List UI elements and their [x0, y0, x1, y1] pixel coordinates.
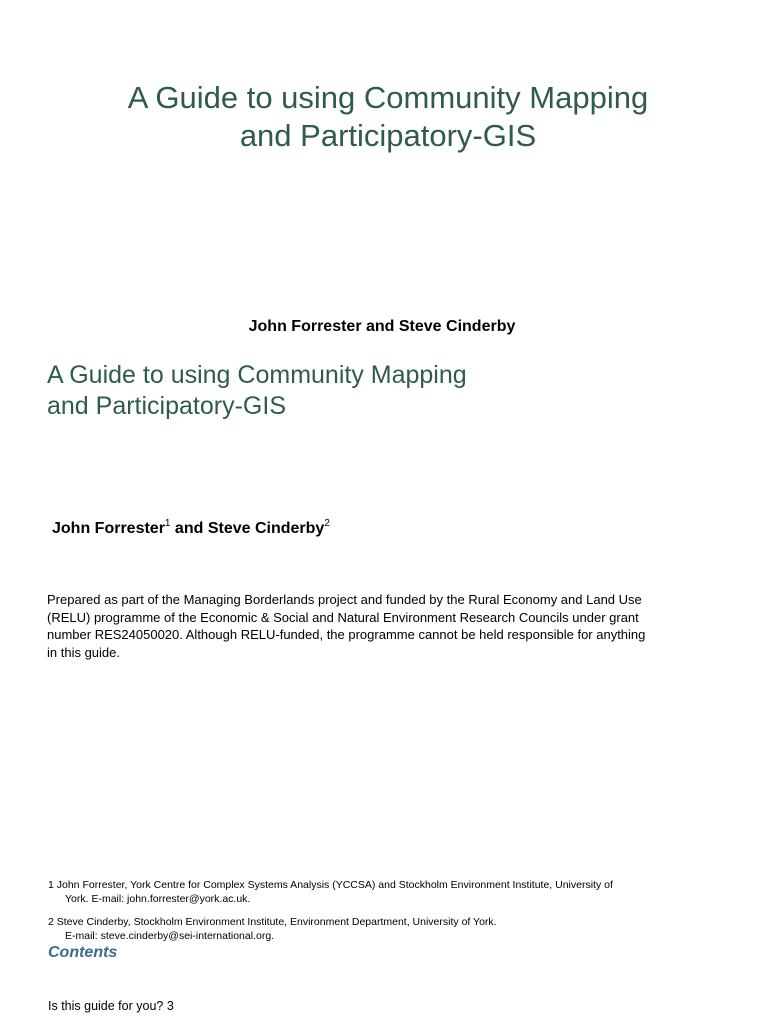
author-name: Steve Cinderby: [207, 520, 325, 537]
funding-statement-line: number RES24050020. Although RELU-funded, the programme cannot be held responsible for anything: [47, 627, 646, 642]
author-conjunction: and: [170, 520, 208, 537]
title-page-heading: [47, 360, 647, 422]
footnote-line: York. E-mail: john.forrester@york.ac.uk.: [65, 892, 251, 905]
footnote-2: [48, 916, 728, 943]
footnote-marker: 2: [324, 518, 330, 529]
funding-statement-line: in this guide.: [47, 644, 120, 660]
toc-entry[interactable]: Is this guide for you? 3: [48, 999, 174, 1013]
footnote-1: [48, 879, 728, 906]
funding-statement-line: (RELU) programme of the Economic & Social and Natural Environment Research Councils under grant: [47, 609, 639, 625]
footnote-line: E-mail: steve.cinderby@sei-international.org.: [65, 929, 275, 942]
cover-authors: John Forrester and Steve Cinderby: [248, 318, 516, 335]
cover-title-line: and Participatory-GIS: [239, 118, 537, 153]
title-page-authors: [52, 517, 330, 541]
title-page-heading-line: A Guide to using Community Mapping: [47, 361, 467, 389]
funding-statement: [47, 591, 719, 661]
funding-statement-line: Prepared as part of the Managing Borderlands project and funded by the Rural Economy and Land Use: [47, 592, 642, 607]
footnote-line: 1 John Forrester, York Centre for Complex Systems Analysis (YCCSA) and Stockholm Environment Institute, University of: [48, 879, 613, 891]
cover-title-line: A Guide to using Community Mapping: [127, 80, 649, 115]
footnote-marker: 1: [164, 518, 171, 529]
cover-title: [0, 79, 768, 155]
footnote-line: 2 Steve Cinderby, Stockholm Environment Institute, Environment Department, University of York.: [48, 916, 497, 928]
author-name: John Forrester: [52, 520, 165, 537]
contents-heading: Contents: [48, 944, 118, 961]
title-page-heading-line: and Participatory-GIS: [47, 392, 286, 420]
